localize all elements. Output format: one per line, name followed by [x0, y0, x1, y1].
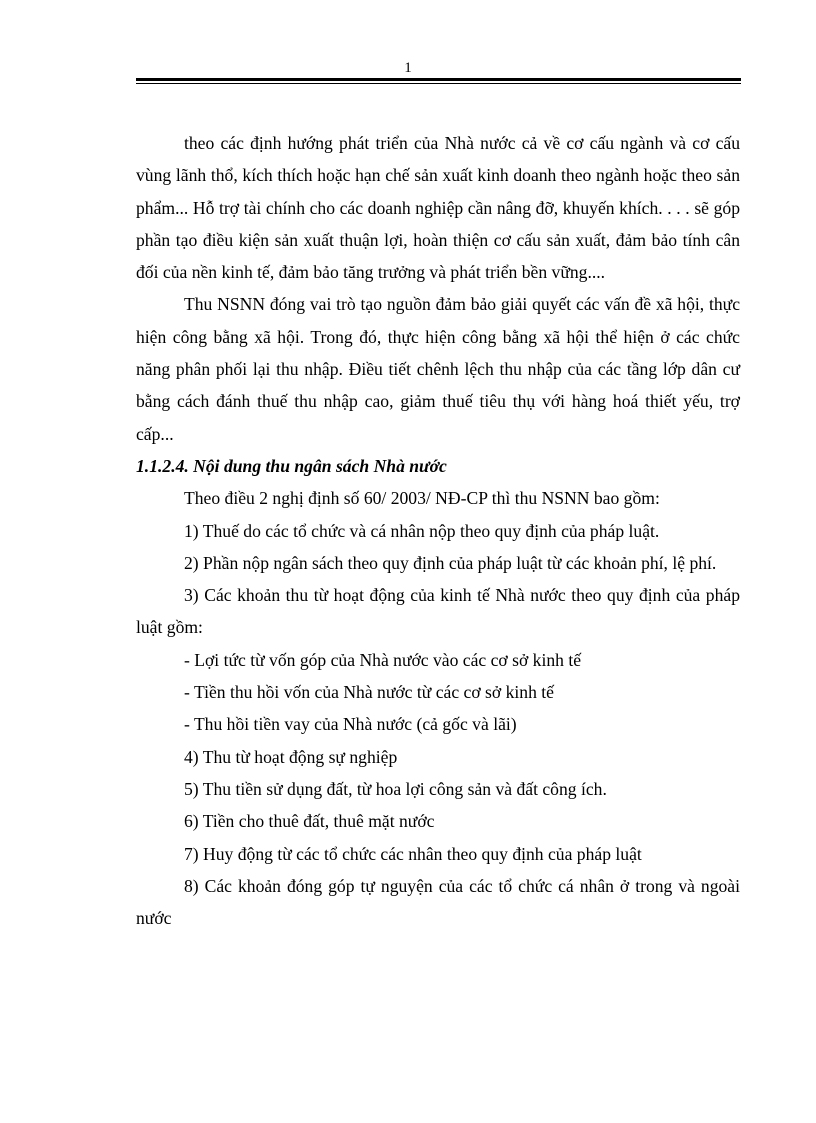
list-intro: Theo điều 2 nghị định số 60/ 2003/ NĐ-CP thì thu NSNN bao gồm: — [184, 488, 660, 509]
list-item-1: 1) Thuế do các tổ chức và cá nhân nộp theo quy định của pháp luật. — [184, 520, 660, 541]
list-item-5: 5) Thu tiền sử dụng đất, từ hoa lợi công sản và đất công ích. — [184, 778, 607, 799]
list-subitem-dividends: - Lợi tức từ vốn góp của Nhà nước vào các cơ sở kinh tế — [184, 649, 582, 670]
list-item-8: 8) Các khoản đóng góp tự nguyện của các tổ chức cá nhân ở trong và ngoài nước — [136, 875, 740, 929]
list-subitem-loan-recovery: - Thu hồi tiền vay của Nhà nước (cả gốc và lãi) — [184, 714, 517, 735]
header-rule-thick — [136, 78, 741, 81]
page-number: 1 — [404, 60, 412, 76]
paragraph-revenue-role: Thu NSNN đóng vai trò tạo nguồn đảm bảo giải quyết các vấn đề xã hội, thực hiện công bằng xã hội. Trong đó, thực hiện công bằng xã hội thể hiện ở các chức năng phân phối lại thu nhập. Điều tiết chênh lệch thu nhập của các tầng lớp dân cư bằng cách đánh thuế thu nhập cao, giảm thuế tiêu thụ với hàng hoá thiết yếu, trợ cấp... — [136, 294, 740, 444]
header-rule-thin — [136, 83, 741, 84]
list-item-6: 6) Tiền cho thuê đất, thuê mặt nước — [184, 811, 435, 832]
list-item-7: 7) Huy động từ các tổ chức các nhân theo quy định của pháp luật — [184, 843, 642, 864]
list-subitem-capital-recovery: - Tiền thu hồi vốn của Nhà nước từ các cơ sở kinh tế — [184, 682, 554, 703]
paragraph-continuation: theo các định hướng phát triển của Nhà nước cả về cơ cấu ngành và cơ cấu vùng lãnh thổ, kích thích hoặc hạn chế sản xuất kinh doanh theo ngành hoặc theo sản phẩm... Hỗ trợ tài chính cho các doanh nghiệp cần nâng đỡ, khuyến khích. . . . sẽ góp phần tạo điều kiện sản xuất thuận lợi, hoàn thiện cơ cấu sản xuất, đảm bảo tính cân đối của nền kinh tế, đảm bảo tăng trưởng và phát triển bền vững.... — [136, 133, 740, 283]
list-item-3: 3) Các khoản thu từ hoạt động của kinh tế Nhà nước theo quy định của pháp luật gồm: — [136, 585, 740, 638]
document-body — [136, 127, 740, 934]
list-item-2: 2) Phần nộp ngân sách theo quy định của pháp luật từ các khoản phí, lệ phí. — [184, 552, 717, 573]
section-heading: 1.1.2.4. Nội dung thu ngân sách Nhà nước — [136, 455, 447, 476]
list-item-4: 4) Thu từ hoạt động sự nghiệp — [184, 746, 398, 767]
